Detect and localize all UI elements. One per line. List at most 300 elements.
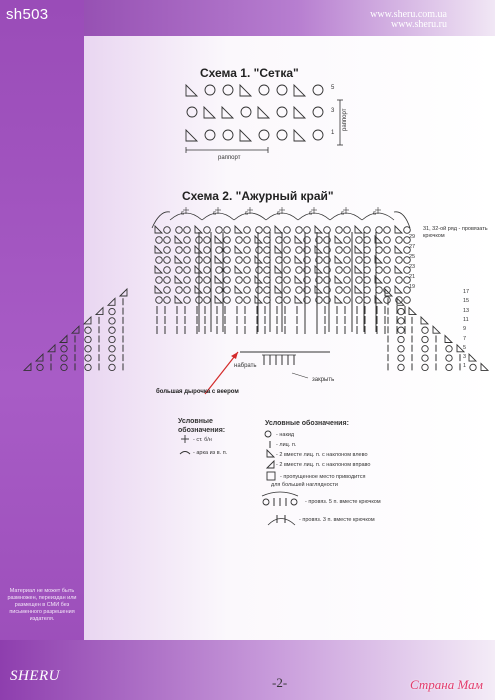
yarn-over-symbol [216, 267, 223, 274]
yarn-over-symbol [313, 85, 323, 95]
yarn-over-symbol [276, 257, 283, 264]
k2tog-left-symbol [315, 266, 322, 273]
yarn-over-symbol [184, 247, 191, 254]
yarn-over-symbol [85, 355, 91, 361]
yarn-over-symbol [241, 107, 251, 117]
s2-row-number: 25 [409, 254, 416, 260]
yarn-over-symbol [422, 355, 428, 361]
yarn-over-symbol [204, 287, 211, 294]
k2tog-left-symbol [240, 85, 251, 96]
k2tog-left-symbol [275, 266, 282, 273]
yarn-over-symbol [263, 499, 269, 505]
arrow-line [205, 352, 238, 394]
yarn-over-symbol [61, 346, 67, 352]
yarn-over-symbol [264, 287, 271, 294]
yarn-over-symbol [296, 227, 303, 234]
k2tog-left-symbol [395, 286, 402, 293]
s2-edge-row-number: 11 [463, 316, 469, 323]
k2tog-left-symbol [175, 296, 182, 303]
legend-right-item-4: - 2 вместе лиц. п. с наклоном вправо [276, 462, 371, 468]
yarn-over-symbol [109, 336, 115, 342]
k2tog-left-symbol [355, 226, 362, 233]
arc-symbol [266, 213, 298, 220]
yarn-over-symbol [404, 227, 411, 234]
yarn-over-symbol [384, 227, 391, 234]
yarn-over-symbol [446, 346, 452, 352]
yarn-over-symbol [313, 107, 323, 117]
k2tog-left-symbol [445, 336, 452, 343]
yarn-over-symbol [376, 247, 383, 254]
yarn-over-symbol [204, 257, 211, 264]
yarn-over-symbol [344, 257, 351, 264]
yarn-over-symbol [264, 247, 271, 254]
yarn-over-symbol [164, 267, 171, 274]
pattern-code: sh503 [6, 6, 49, 23]
yarn-over-symbol [204, 247, 211, 254]
chain-arc-symbol [180, 452, 190, 455]
k2tog-left-symbol [235, 246, 242, 253]
s2-row-number: 21 [409, 274, 416, 280]
yarn-over-symbol [224, 247, 231, 254]
s2-edge-row-number: 13 [463, 307, 470, 314]
k2tog-left-symbol [175, 236, 182, 243]
k2tog-left-symbol [295, 256, 302, 263]
yarn-over-symbol [364, 237, 371, 244]
k2tog-left-symbol [294, 85, 305, 96]
yarn-over-symbol [224, 257, 231, 264]
yarn-over-symbol [470, 364, 476, 370]
arc-symbol [234, 213, 266, 220]
yarn-over-symbol [336, 287, 343, 294]
k2tog-right-symbol [60, 336, 67, 343]
k2tog-left-symbol [315, 246, 322, 253]
s2-arc-count: 6 [277, 211, 281, 217]
k2tog-left-symbol [355, 266, 362, 273]
yarn-over-symbol [264, 267, 271, 274]
k2tog-left-symbol [421, 317, 428, 324]
s2-edge-row-number: 15 [463, 298, 470, 305]
yarn-over-symbol [264, 257, 271, 264]
fan-arc-symbol [262, 492, 298, 496]
s2-arc-count: 6 [341, 211, 345, 217]
k2tog-right-symbol [96, 308, 103, 315]
yarn-over-symbol [356, 257, 363, 264]
arc-symbol [362, 213, 394, 220]
yarn-over-symbol [364, 287, 371, 294]
s1-rapport-v: раппорт [342, 108, 348, 131]
yarn-over-symbol [156, 277, 163, 284]
yarn-over-symbol [184, 257, 191, 264]
yarn-over-symbol [224, 287, 231, 294]
arc-symbol [298, 213, 330, 220]
yarn-over-symbol [344, 237, 351, 244]
yarn-over-symbol [265, 431, 271, 437]
k2tog-left-symbol [355, 286, 362, 293]
fan-arc-symbol [268, 519, 295, 526]
yarn-over-symbol [398, 318, 404, 324]
k2tog-left-symbol [235, 266, 242, 273]
k2tog-left-symbol [294, 130, 305, 141]
k2tog-right-symbol [84, 317, 91, 324]
yarn-over-symbol [313, 130, 323, 140]
yarn-over-symbol [244, 247, 251, 254]
page-number: -2- [272, 675, 288, 690]
yarn-over-symbol [256, 247, 263, 254]
yarn-over-symbol [176, 287, 183, 294]
yarn-over-symbol [205, 130, 215, 140]
yarn-over-symbol [422, 346, 428, 352]
yarn-over-symbol [37, 364, 43, 370]
legend-left-title: Условные обозначения: [178, 418, 226, 434]
s1-row-1: 1 [331, 130, 335, 136]
yarn-over-symbol [364, 257, 371, 264]
s1-rapport-h: раппорт [218, 155, 241, 161]
yarn-over-symbol [384, 267, 391, 274]
yarn-over-symbol [277, 130, 287, 140]
yarn-over-symbol [356, 297, 363, 304]
yarn-over-symbol [156, 297, 163, 304]
yarn-over-symbol [364, 297, 371, 304]
s2-arc-count: 6 [373, 211, 377, 217]
k2tog-left-symbol [395, 266, 402, 273]
yarn-over-symbol [176, 267, 183, 274]
legend-right-item-7: - провяз. 5 п. вместе крючком [305, 499, 381, 505]
k2tog-left-symbol [481, 363, 488, 370]
yarn-over-symbol [376, 267, 383, 274]
yarn-over-symbol [284, 267, 291, 274]
k2tog-left-symbol [267, 450, 274, 457]
s2-arc-count: 6 [181, 211, 185, 217]
yarn-over-symbol [224, 227, 231, 234]
yarn-over-symbol [284, 257, 291, 264]
yarn-over-symbol [156, 257, 163, 264]
yarn-over-symbol [344, 297, 351, 304]
yarn-over-symbol [109, 364, 115, 370]
yarn-over-symbol [164, 287, 171, 294]
k2tog-left-symbol [295, 236, 302, 243]
k2tog-left-symbol [215, 276, 222, 283]
s2-edge-row-number: 1 [463, 363, 467, 370]
yarn-over-symbol [156, 237, 163, 244]
s2-arc-count: 6 [245, 211, 249, 217]
yarn-over-symbol [356, 277, 363, 284]
yarn-over-symbol [164, 237, 171, 244]
k2tog-left-symbol [186, 130, 197, 141]
yarn-over-symbol [244, 257, 251, 264]
yarn-over-symbol [398, 355, 404, 361]
k2tog-left-symbol [175, 256, 182, 263]
k2tog-left-symbol [397, 298, 404, 305]
yarn-over-symbol [284, 277, 291, 284]
s2-edge-row-number: 17 [463, 289, 470, 295]
yarn-over-symbol [109, 346, 115, 352]
disclaimer: Материал не может быть размножен, переиздан или размещен в СМИ без письменного разрешения издателя. [7, 588, 77, 622]
yarn-over-symbol [277, 85, 287, 95]
yarn-over-symbol [236, 257, 243, 264]
yarn-over-symbol [204, 297, 211, 304]
yarn-over-symbol [264, 297, 271, 304]
yarn-over-symbol [284, 287, 291, 294]
yarn-over-symbol [187, 107, 197, 117]
yarn-over-symbol [109, 355, 115, 361]
yarn-over-symbol [236, 297, 243, 304]
yarn-over-symbol [224, 237, 231, 244]
yarn-over-symbol [296, 247, 303, 254]
brand-logo: SHERU [10, 668, 60, 684]
yarn-over-symbol [216, 247, 223, 254]
legend-left-item-1: - ст. б/н [193, 437, 212, 443]
yarn-over-symbol [296, 267, 303, 274]
yarn-over-symbol [284, 297, 291, 304]
s1-row-3: 3 [331, 108, 335, 114]
yarn-over-symbol [61, 355, 67, 361]
yarn-over-symbol [398, 364, 404, 370]
schema1-title: Схема 1. "Сетка" [200, 66, 299, 80]
s2-edge-row-number: 5 [463, 344, 467, 351]
k2tog-left-symbol [335, 236, 342, 243]
yarn-over-symbol [109, 318, 115, 324]
yarn-over-symbol [184, 267, 191, 274]
s2-edge-row-number: 7 [463, 335, 467, 342]
yarn-over-symbol [276, 237, 283, 244]
k2tog-left-symbol [275, 246, 282, 253]
k2tog-right-symbol [267, 461, 274, 468]
k2tog-left-symbol [395, 226, 402, 233]
s2-row-number: 19 [409, 284, 416, 290]
yarn-over-symbol [376, 227, 383, 234]
k2tog-left-symbol [204, 107, 215, 118]
yarn-over-symbol [364, 227, 371, 234]
k2tog-left-symbol [385, 289, 392, 296]
k2tog-left-symbol [235, 286, 242, 293]
yarn-over-symbol [164, 227, 171, 234]
s2-row-number: 23 [409, 264, 416, 270]
yarn-over-symbol [184, 297, 191, 304]
yarn-over-symbol [184, 227, 191, 234]
k2tog-right-symbol [72, 326, 79, 333]
s2-zakryt: закрыть [312, 377, 335, 383]
yarn-over-symbol [344, 247, 351, 254]
legend-right-item-3: - 2 вместе лиц. п. с наклоном влево [276, 452, 368, 458]
k2tog-left-symbol [195, 226, 202, 233]
yarn-over-symbol [296, 287, 303, 294]
s2-arc-count: 6 [309, 211, 313, 217]
yarn-over-symbol [336, 267, 343, 274]
yarn-over-symbol [224, 267, 231, 274]
yarn-over-symbol [223, 130, 233, 140]
yarn-over-symbol [384, 257, 391, 264]
yarn-over-symbol [244, 267, 251, 274]
k2tog-right-symbol [120, 289, 127, 296]
k2tog-left-symbol [155, 246, 162, 253]
k2tog-left-symbol [215, 296, 222, 303]
yarn-over-symbol [364, 247, 371, 254]
yarn-over-symbol [256, 267, 263, 274]
arc-symbol [202, 213, 234, 220]
yarn-over-symbol [244, 277, 251, 284]
yarn-over-symbol [224, 297, 231, 304]
yarn-over-symbol [277, 107, 287, 117]
yarn-over-symbol [376, 287, 383, 294]
yarn-over-symbol [85, 336, 91, 342]
yarn-over-symbol [398, 308, 404, 314]
k2tog-right-symbol [48, 345, 55, 352]
arc-symbol [330, 213, 362, 220]
yarn-over-symbol [422, 364, 428, 370]
yarn-over-symbol [259, 85, 269, 95]
yarn-over-symbol [396, 277, 403, 284]
yarn-over-symbol [85, 327, 91, 333]
legend-left-item-2: - арка из в. п. [193, 450, 228, 456]
legend-right-item-8: - провяз. 3 п. вместе крючком [299, 517, 375, 523]
yarn-over-symbol [259, 130, 269, 140]
yarn-over-symbol [384, 247, 391, 254]
arc-symbol [170, 213, 202, 220]
k2tog-right-symbol [24, 363, 31, 370]
yarn-over-symbol [85, 346, 91, 352]
yarn-over-symbol [204, 267, 211, 274]
k2tog-left-symbol [355, 246, 362, 253]
yarn-over-symbol [223, 85, 233, 95]
yarn-over-symbol [236, 277, 243, 284]
yarn-over-symbol [244, 287, 251, 294]
s2-edge-row-number: 3 [463, 354, 467, 361]
yarn-over-symbol [236, 237, 243, 244]
yarn-over-symbol [344, 287, 351, 294]
yarn-over-symbol [336, 227, 343, 234]
legend-right-item-5: - пропущенное место приводится [280, 474, 366, 480]
yarn-over-symbol [284, 247, 291, 254]
yarn-over-symbol [398, 327, 404, 333]
k2tog-left-symbol [335, 296, 342, 303]
yarn-over-symbol [164, 257, 171, 264]
legend-right-item-2: - лиц. п. [276, 442, 297, 448]
yarn-over-symbol [264, 237, 271, 244]
yarn-over-symbol [204, 227, 211, 234]
k2tog-left-symbol [215, 236, 222, 243]
arrow-label: большая дырочка с веером [156, 389, 239, 395]
yarn-over-symbol [244, 297, 251, 304]
yarn-over-symbol [398, 346, 404, 352]
legend-right-item-6: для большей наглядности [271, 482, 338, 488]
yarn-over-symbol [176, 227, 183, 234]
arc-symbol [394, 212, 410, 228]
yarn-over-symbol [422, 327, 428, 333]
yarn-over-symbol [364, 277, 371, 284]
yarn-over-symbol [384, 277, 391, 284]
yarn-over-symbol [244, 237, 251, 244]
yarn-over-symbol [184, 277, 191, 284]
yarn-over-symbol [216, 287, 223, 294]
yarn-over-symbol [176, 247, 183, 254]
yarn-over-symbol [396, 257, 403, 264]
k2tog-left-symbol [155, 266, 162, 273]
schema2-title: Схема 2. "Ажурный край" [182, 189, 334, 203]
arrow-head [231, 352, 238, 359]
yarn-over-symbol [422, 336, 428, 342]
k2tog-left-symbol [275, 226, 282, 233]
s1-row-5: 5 [331, 85, 335, 91]
legend-right-item-1: - накид [276, 432, 295, 438]
yarn-over-symbol [398, 336, 404, 342]
k2tog-left-symbol [240, 130, 251, 141]
yarn-over-symbol [184, 237, 191, 244]
yarn-over-symbol [224, 277, 231, 284]
k2tog-left-symbol [275, 286, 282, 293]
k2tog-left-symbol [186, 85, 197, 96]
yarn-over-symbol [356, 237, 363, 244]
k2tog-left-symbol [155, 286, 162, 293]
yarn-over-symbol [384, 297, 391, 304]
yarn-over-symbol [109, 308, 115, 314]
k2tog-right-symbol [108, 298, 115, 305]
k2tog-left-symbol [294, 107, 305, 118]
watermark: Страна Мам [410, 677, 483, 692]
yarn-over-symbol [344, 227, 351, 234]
yarn-over-symbol [184, 287, 191, 294]
skip-symbol [267, 472, 275, 480]
k2tog-left-symbol [295, 276, 302, 283]
k2tog-left-symbol [335, 276, 342, 283]
yarn-over-symbol [344, 267, 351, 274]
yarn-over-symbol [204, 237, 211, 244]
site-link-ua[interactable]: www.sheru.com.ua [370, 9, 447, 20]
k2tog-left-symbol [315, 226, 322, 233]
yarn-over-symbol [61, 364, 67, 370]
yarn-over-symbol [204, 277, 211, 284]
k2tog-left-symbol [258, 107, 269, 118]
yarn-over-symbol [284, 237, 291, 244]
k2tog-left-symbol [315, 286, 322, 293]
yarn-over-symbol [216, 227, 223, 234]
s2-nabrat: набрать [234, 363, 257, 369]
yarn-over-symbol [276, 297, 283, 304]
yarn-over-symbol [404, 297, 411, 304]
yarn-over-symbol [396, 237, 403, 244]
k2tog-left-symbol [335, 256, 342, 263]
yarn-over-symbol [276, 277, 283, 284]
yarn-over-symbol [291, 499, 297, 505]
yarn-over-symbol [446, 355, 452, 361]
k2tog-left-symbol [433, 326, 440, 333]
k2tog-right-symbol [36, 354, 43, 361]
k2tog-left-symbol [175, 276, 182, 283]
yarn-over-symbol [109, 327, 115, 333]
yarn-over-symbol [205, 85, 215, 95]
yarn-over-symbol [384, 237, 391, 244]
s2-arc-count: 6 [213, 211, 217, 217]
k2tog-left-symbol [409, 308, 416, 315]
s2-row-number: 29 [409, 234, 416, 240]
yarn-over-symbol [164, 277, 171, 284]
k2tog-left-symbol [469, 354, 476, 361]
yarn-over-symbol [256, 287, 263, 294]
site-link-ru[interactable]: www.sheru.ru [390, 19, 447, 30]
yarn-over-symbol [336, 247, 343, 254]
yarn-over-symbol [446, 364, 452, 370]
yarn-over-symbol [364, 267, 371, 274]
s2-row-number: 27 [409, 244, 416, 250]
s2-row-note: 31, 32-ой ряд - провязать крючком [423, 226, 488, 239]
k2tog-left-symbol [215, 256, 222, 263]
k2tog-left-symbol [222, 107, 233, 118]
k2tog-left-symbol [235, 226, 242, 233]
s2-edge-row-number: 9 [463, 326, 467, 333]
leader-line [292, 373, 308, 378]
k2tog-left-symbol [155, 226, 162, 233]
yarn-over-symbol [344, 277, 351, 284]
yarn-over-symbol [85, 364, 91, 370]
